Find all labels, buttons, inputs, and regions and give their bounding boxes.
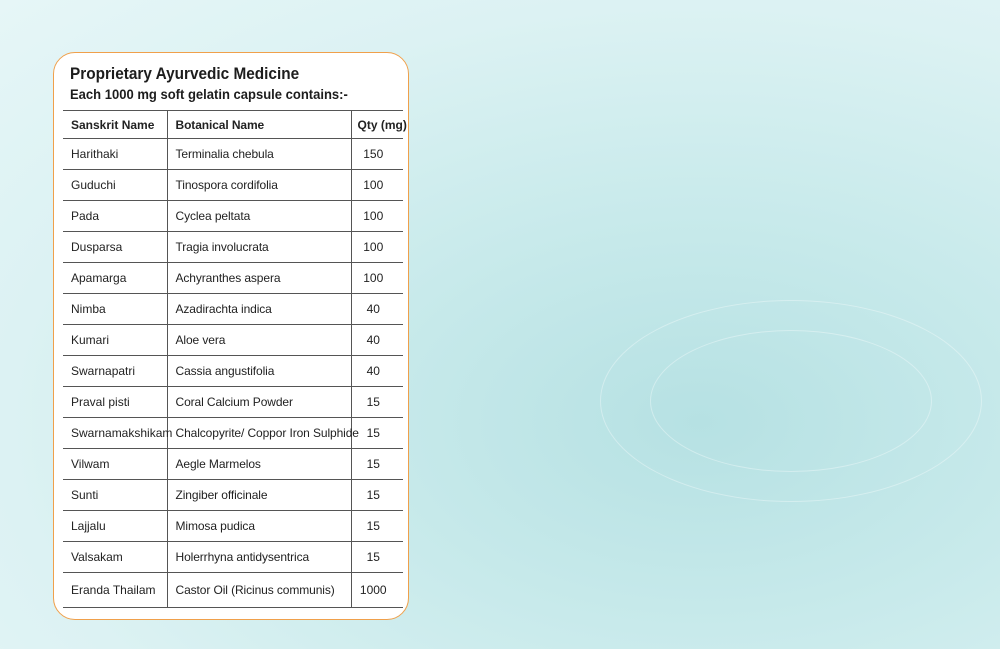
cell-sanskrit-name: Nimba xyxy=(63,294,167,325)
cell-botanical-name: Tinospora cordifolia xyxy=(167,170,351,201)
header-sanskrit-name: Sanskrit Name xyxy=(63,111,167,139)
cell-botanical-name: Castor Oil (Ricinus communis) xyxy=(167,573,351,608)
cell-sanskrit-name: Dusparsa xyxy=(63,232,167,263)
cell-sanskrit-name: Praval pisti xyxy=(63,387,167,418)
table-row xyxy=(63,356,403,387)
cell-sanskrit-name: Eranda Thailam xyxy=(63,573,167,608)
table-row xyxy=(63,232,403,263)
cell-qty: 150 xyxy=(351,139,403,170)
table-row xyxy=(63,449,403,480)
table-row xyxy=(63,542,403,573)
cell-sanskrit-name: Harithaki xyxy=(63,139,167,170)
cell-botanical-name: Aloe vera xyxy=(167,325,351,356)
table-row xyxy=(63,480,403,511)
cell-botanical-name: Cyclea peltata xyxy=(167,201,351,232)
cell-qty: 40 xyxy=(351,294,403,325)
table-header-row xyxy=(63,111,403,139)
cell-botanical-name: Cassia angustifolia xyxy=(167,356,351,387)
cell-botanical-name: Mimosa pudica xyxy=(167,511,351,542)
cell-sanskrit-name: Apamarga xyxy=(63,263,167,294)
cell-qty: 100 xyxy=(351,201,403,232)
header-qty: Qty (mg) xyxy=(351,111,403,139)
cell-qty: 1000 xyxy=(351,573,403,608)
cell-botanical-name: Coral Calcium Powder xyxy=(167,387,351,418)
cell-sanskrit-name: Swarnapatri xyxy=(63,356,167,387)
cell-sanskrit-name: Kumari xyxy=(63,325,167,356)
table-row xyxy=(63,139,403,170)
table-row xyxy=(63,263,403,294)
cell-botanical-name: Aegle Marmelos xyxy=(167,449,351,480)
background-ripple xyxy=(650,330,932,472)
table-row xyxy=(63,511,403,542)
cell-sanskrit-name: Lajjalu xyxy=(63,511,167,542)
cell-qty: 100 xyxy=(351,263,403,294)
cell-qty: 40 xyxy=(351,325,403,356)
cell-botanical-name: Tragia involucrata xyxy=(167,232,351,263)
table-row xyxy=(63,294,403,325)
cell-qty: 15 xyxy=(351,511,403,542)
cell-sanskrit-name: Guduchi xyxy=(63,170,167,201)
card-title: Proprietary Ayurvedic Medicine xyxy=(70,65,300,83)
cell-botanical-name: Terminalia chebula xyxy=(167,139,351,170)
cell-qty: 40 xyxy=(351,356,403,387)
cell-sanskrit-name: Pada xyxy=(63,201,167,232)
ingredients-card xyxy=(53,52,409,620)
table-row xyxy=(63,201,403,232)
cell-botanical-name: Holerrhyna antidysentrica xyxy=(167,542,351,573)
cell-qty: 15 xyxy=(351,387,403,418)
table-row xyxy=(63,573,403,608)
header-botanical-name: Botanical Name xyxy=(167,111,351,139)
cell-sanskrit-name: Swarnamakshikam xyxy=(63,418,167,449)
cell-qty: 15 xyxy=(351,418,403,449)
table-row xyxy=(63,325,403,356)
table-row xyxy=(63,418,403,449)
cell-sanskrit-name: Valsakam xyxy=(63,542,167,573)
cell-botanical-name: Chalcopyrite/ Coppor Iron Sulphide xyxy=(167,418,351,449)
ingredients-table xyxy=(63,110,407,608)
card-subtitle: Each 1000 mg soft gelatin capsule contains:- xyxy=(70,86,348,102)
cell-botanical-name: Achyranthes aspera xyxy=(167,263,351,294)
cell-qty: 15 xyxy=(351,480,403,511)
cell-sanskrit-name: Sunti xyxy=(63,480,167,511)
cell-qty: 100 xyxy=(351,232,403,263)
cell-botanical-name: Zingiber officinale xyxy=(167,480,351,511)
table-row xyxy=(63,170,403,201)
cell-qty: 100 xyxy=(351,170,403,201)
cell-botanical-name: Azadirachta indica xyxy=(167,294,351,325)
cell-sanskrit-name: Vilwam xyxy=(63,449,167,480)
cell-qty: 15 xyxy=(351,449,403,480)
cell-qty: 15 xyxy=(351,542,403,573)
table-row xyxy=(63,387,403,418)
